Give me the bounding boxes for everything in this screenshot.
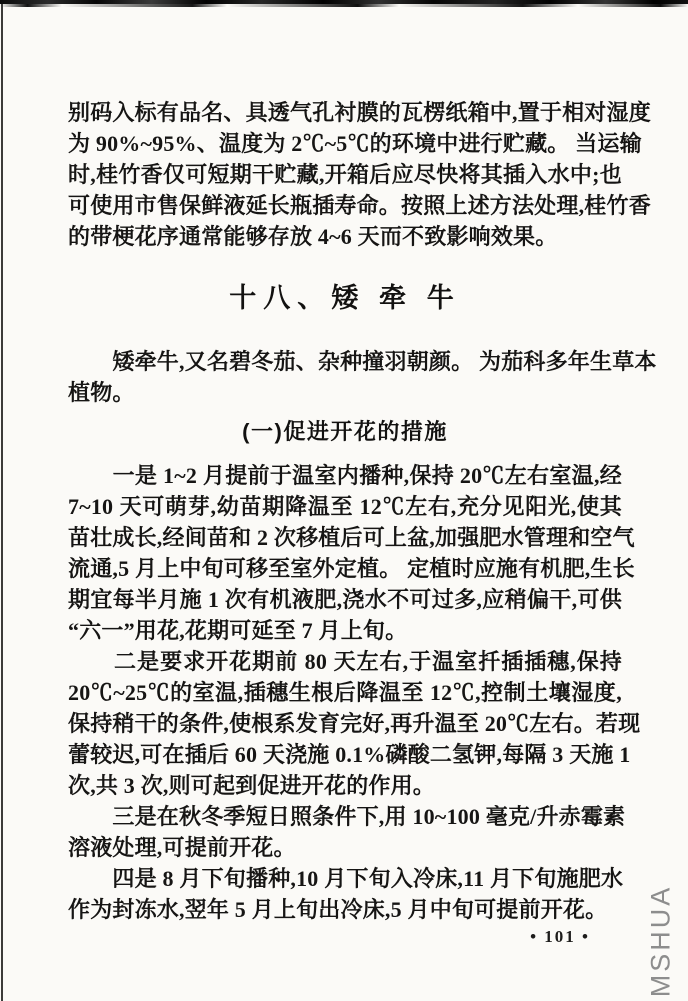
text-line: 三是在秋冬季短日照条件下,用 10~100 毫克/升赤霉素	[68, 804, 626, 829]
text-line: 时,桂竹香仅可短期干贮藏,开箱后应尽快将其插入水中;也	[68, 162, 622, 187]
text-line: 期宜每半月施 1 次有机液肥,浇水不可过多,应稍偏干,可供	[68, 587, 622, 612]
text-line: 可使用市售保鲜液延长瓶插寿命。按照上述方法处理,桂竹香	[68, 193, 651, 218]
watermark-text: MSHUA	[645, 884, 676, 998]
text-line: 溶液处理,可提前开花。	[68, 835, 296, 860]
text-line: 作为封冻水,翌年 5 月上旬出冷床,5 月中旬可提前开花。	[68, 897, 608, 922]
section-heading-flowering-measures: (一)促进开花的措施	[242, 419, 448, 444]
paragraph-measure-three	[68, 801, 626, 863]
text-line: 次,共 3 次,则可起到促进开花的作用。	[68, 773, 436, 798]
scan-edge-artifact-top	[0, 0, 688, 7]
text-line: 别码入标有品名、具透气孔衬膜的瓦楞纸箱中,置于相对湿度	[68, 100, 651, 125]
scan-edge-artifact-left	[1, 4, 3, 1001]
text-line: 二是要求开花期前 80 天左右,于温室扦插插穗,保持	[68, 649, 622, 674]
chapter-heading: 十八、矮 牵 牛	[229, 283, 461, 313]
text-line: 蕾较迟,可在插后 60 天浇施 0.1%磷酸二氢钾,每隔 3 天施 1	[68, 742, 631, 767]
text-line: 20℃~25℃的室温,插穗生根后降温至 12℃,控制土壤湿度,	[68, 680, 622, 705]
paragraph-measure-one	[68, 460, 635, 646]
text-line: 四是 8 月下旬播种,10 月下旬入冷床,11 月下旬施肥水	[68, 866, 624, 891]
text-line: 为 90%~95%、温度为 2℃~5℃的环境中进行贮藏。 当运输	[68, 131, 642, 156]
text-line: 一是 1~2 月提前于温室内播种,保持 20℃左右室温,经	[68, 463, 622, 488]
text-line: 保持稍干的条件,使根系发育完好,再升温至 20℃左右。若现	[68, 711, 641, 736]
paragraph-petunia-intro	[68, 346, 657, 408]
page-number: • 101 •	[530, 927, 590, 946]
text-line: 矮牵牛,又名碧冬茄、杂种撞羽朝颜。 为茄科多年生草本	[68, 349, 657, 374]
text-line: 苗壮成长,经间苗和 2 次移植后可上盆,加强肥水管理和空气	[68, 525, 635, 550]
text-line: 7~10 天可萌芽,幼苗期降温至 12℃左右,充分见阳光,使其	[68, 494, 622, 519]
text-line: 流通,5 月上中旬可移至室外定植。 定植时应施有机肥,生长	[68, 556, 635, 581]
text-line: “六一”用花,花期可延至 7 月上旬。	[68, 618, 408, 643]
text-line: 的带梗花序通常能够存放 4~6 天而不致影响效果。	[68, 224, 558, 249]
paragraph-measure-two	[68, 646, 641, 801]
page-content	[68, 97, 657, 925]
text-line: 植物。	[68, 380, 135, 405]
paragraph-storage-instructions	[68, 97, 651, 252]
paragraph-measure-four	[68, 863, 622, 925]
